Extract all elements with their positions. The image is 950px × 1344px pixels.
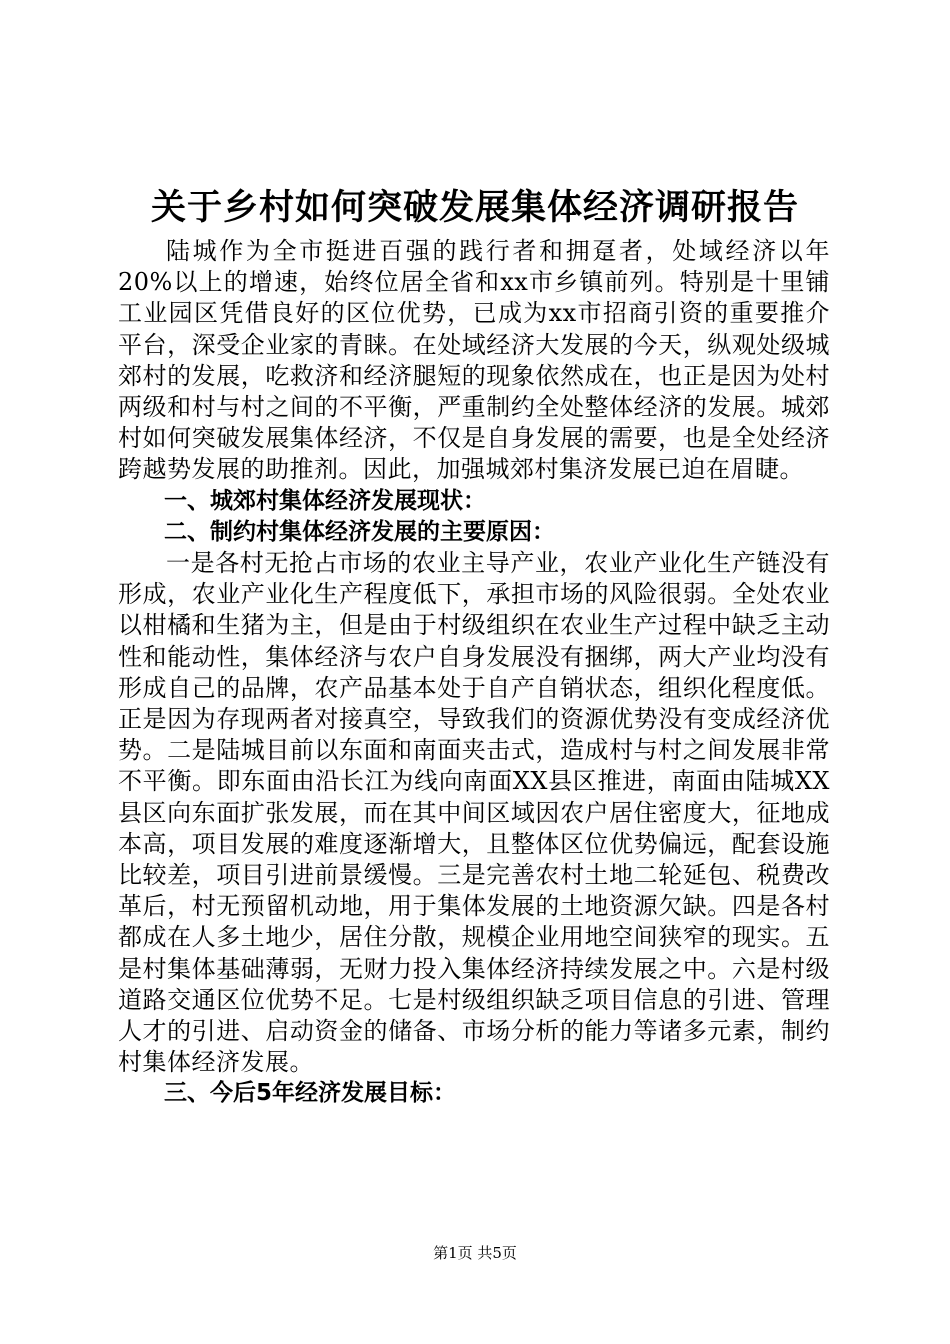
document-title: 关于乡村如何突破发展集体经济调研报告 — [150, 188, 799, 228]
section-heading-2: 二、制约村集体经济发展的主要原因： — [164, 518, 555, 545]
section-heading-3: 三、今后5年经济发展目标： — [164, 1080, 457, 1107]
reasons-paragraph: 一是各村无抢占市场的农业主导产业，农业产业化生产链没有形成，农业产业化生产程度低下，承担市场的风险很弱。全处农业以柑橘和生猪为主，但是由于村级组织在农业生产过程中缺乏主动性和能动性，集体经济与农户自身发展没有捆绑，两大产业均没有形成自己的品牌，农产品基本处于自产自销状态，组织化程度低。正是因为存现两者对接真空，导致我们的资源优势没有变成经济优势。二是陆城目前以东面和南面夹击式，造成村与村之间发展非常不平衡。即东面由沿长江为线向南面XX县区推进，南面由陆城XX县区向东面扩张发展，而在其中间区域因农户居住密度大，征地成本高，项目发展的难度逐渐增大，且整体区位优势偏远，配套设施比较差，项目引进前景缓慢。三是完善农村土地二轮延包、税费改革后，村无预留机动地，用于集体发展的土地资源欠缺。四是各村都成在人多土地少，居住分散，规模企业用地空间狭窄的现实。五是村集体基础薄弱，无财力投入集体经济持续发展之中。六是村级道路交通区位优势不足。七是村级组织缺乏项目信息的引进、管理人才的引进、启动资金的储备、市场分析的能力等诸多元素，制约村集体经济发展。 — [118, 549, 830, 1077]
section-heading-1: 一、城郊村集体经济发展现状： — [164, 487, 486, 514]
document-body — [118, 236, 830, 1110]
intro-paragraph: 陆城作为全市挺进百强的践行者和拥趸者，处域经济以年20%以上的增速，始终位居全省和xx市乡镇前列。特别是十里铺工业园区凭借良好的区位优势，已成为xx市招商引资的重要推介平台，深受企业家的青睐。在处域经济大发展的今天，纵观处级城郊村的发展，吃救济和经济腿短的现象依然成在，也正是因为处村两级和村与村之间的不平衡，严重制约全处整体经济的发展。城郊村如何突破发展集体经济，不仅是自身发展的需要，也是全处经济跨越势发展的助推剂。因此，加强城郊村集济发展已迫在眉睫。 — [118, 237, 830, 484]
page-footer: 第1页 共5页 — [433, 1244, 517, 1262]
